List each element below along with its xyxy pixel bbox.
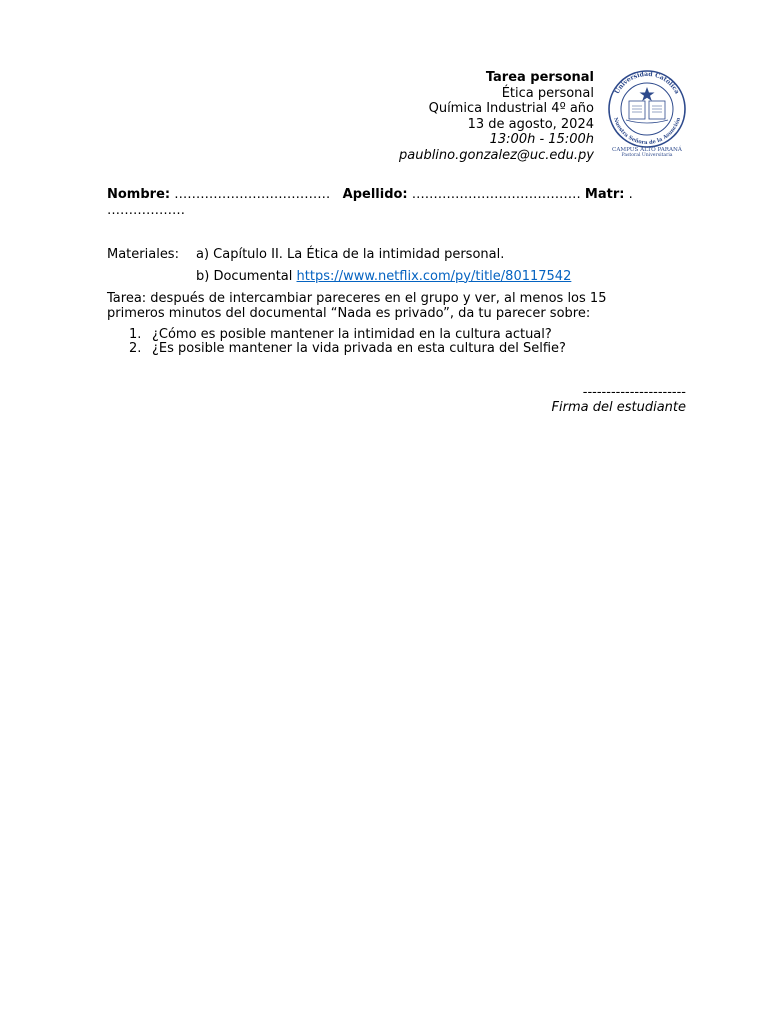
seal-sub-text: Pastoral Universitaria bbox=[621, 153, 673, 156]
course-name: Química Industrial 4º año bbox=[428, 101, 594, 116]
materials-label: Materiales: bbox=[107, 247, 179, 262]
task-instructions: Tarea: después de intercambiar pareceres en el grupo y ver, al menos los 15 primeros minutos del documental “Nada es privado”, da tu parecer sobre: bbox=[107, 291, 607, 321]
student-info-fields bbox=[107, 187, 672, 218]
university-seal-icon bbox=[604, 68, 690, 156]
question-text: ¿Es posible mantener la vida privada en esta cultura del Selfie? bbox=[152, 341, 566, 356]
signature-label: Firma del estudiante bbox=[551, 400, 686, 415]
seal-campus-text: CAMPUS ALTO PARANÁ bbox=[612, 147, 682, 153]
list-item bbox=[129, 328, 566, 342]
signature-block bbox=[552, 385, 686, 415]
assignment-header bbox=[399, 70, 594, 163]
apellido-field[interactable]: ………………………………… bbox=[411, 187, 581, 202]
assignment-date: 13 de agosto, 2024 bbox=[467, 116, 594, 132]
question-text: ¿Cómo es posible mantener la intimidad en la cultura actual? bbox=[152, 327, 552, 342]
seal-top-text: Universidad Católica bbox=[613, 70, 681, 96]
assignment-time: 13:00h - 15:00h bbox=[489, 132, 594, 147]
nombre-field[interactable]: ……………………………… bbox=[174, 187, 331, 202]
matricula-label: Matr: bbox=[584, 187, 625, 202]
subject-name: Ética personal bbox=[501, 85, 594, 101]
materials-section bbox=[107, 247, 687, 284]
material-item-a: a) Capítulo II. La Ética de la intimidad personal. bbox=[196, 247, 505, 262]
matricula-field[interactable]: . ……………… bbox=[107, 187, 633, 218]
question-number: 1. bbox=[129, 327, 142, 342]
documentary-link[interactable]: https://www.netflix.com/py/title/80117542 bbox=[296, 268, 572, 284]
question-number: 2. bbox=[129, 341, 142, 356]
teacher-email: paublino.gonzalez@uc.edu.py bbox=[398, 147, 594, 163]
signature-line: ---------------------- bbox=[582, 385, 686, 400]
nombre-label: Nombre: bbox=[107, 187, 171, 202]
apellido-label: Apellido: bbox=[342, 187, 408, 202]
assignment-title: Tarea personal bbox=[485, 70, 594, 85]
svg-text:Nuestra Señora de la Asunción bbox=[612, 117, 682, 146]
list-item bbox=[129, 342, 566, 356]
seal-bottom-text: Nuestra Señora de la Asunción bbox=[612, 116, 682, 147]
material-item-b-prefix: b) Documental bbox=[196, 268, 297, 284]
questions-list bbox=[129, 328, 566, 356]
